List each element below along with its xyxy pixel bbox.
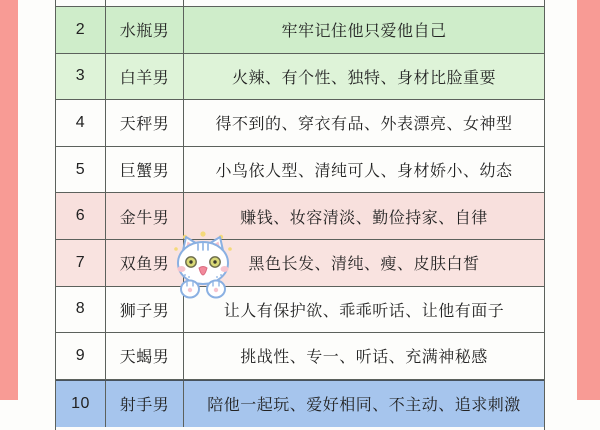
traits-cell: 火辣、有个性、独特、身材比脸重要 xyxy=(231,69,496,87)
traits-cell xyxy=(184,0,544,6)
rank-cell: 8 xyxy=(56,287,106,333)
traits-cell: 得不到的、穿衣有品、外表漂亮、女神型 xyxy=(215,116,513,134)
table-row xyxy=(56,193,544,240)
rank-cell: 9 xyxy=(56,333,106,379)
table-row xyxy=(56,287,544,334)
sign-cell: 白羊男 xyxy=(106,54,184,100)
rank-cell: 2 xyxy=(56,7,106,53)
table-row xyxy=(56,240,544,287)
traits-cell: 陪他一起玩、爱好相同、不主动、追求刺激 xyxy=(207,397,521,415)
traits-cell: 小鸟依人型、清纯可人、身材娇小、幼态 xyxy=(215,163,513,181)
traits-cell: 牢牢记住他只爱他自己 xyxy=(281,23,447,41)
sign-cell: 天秤男 xyxy=(106,100,184,146)
rank-cell: 6 xyxy=(56,193,106,239)
table-row xyxy=(56,147,544,194)
sign-cell: 双鱼男 xyxy=(106,240,184,286)
rank-cell: 5 xyxy=(56,147,106,193)
traits-cell: 黑色长发、清纯、瘦、皮肤白皙 xyxy=(248,256,480,274)
zodiac-ranking-table xyxy=(55,0,545,430)
traits-cell: 挑战性、专一、听话、充满神秘感 xyxy=(240,349,488,367)
table-row xyxy=(56,380,544,427)
sign-cell: 金牛男 xyxy=(106,193,184,239)
rank-cell: 3 xyxy=(56,54,106,100)
table-row xyxy=(56,54,544,101)
rank-cell: 4 xyxy=(56,100,106,146)
table-row-partial xyxy=(56,0,544,7)
sign-cell: 天蝎男 xyxy=(106,333,184,379)
sign-cell xyxy=(106,0,184,6)
traits-cell: 赚钱、妆容清淡、勤俭持家、自律 xyxy=(240,209,488,227)
sign-cell: 射手男 xyxy=(106,381,184,427)
table-row xyxy=(56,7,544,54)
sign-cell: 巨蟹男 xyxy=(106,147,184,193)
table-row xyxy=(56,333,544,380)
rank-cell: 7 xyxy=(56,240,106,286)
rank-cell xyxy=(56,0,106,6)
table-row xyxy=(56,100,544,147)
traits-cell: 让人有保护欲、乖乖听话、让他有面子 xyxy=(223,302,505,320)
sign-cell: 水瓶男 xyxy=(106,7,184,53)
left-frame-border xyxy=(0,0,18,400)
right-frame-border xyxy=(577,0,600,400)
rank-cell: 10 xyxy=(56,381,106,427)
sign-cell: 狮子男 xyxy=(106,287,184,333)
